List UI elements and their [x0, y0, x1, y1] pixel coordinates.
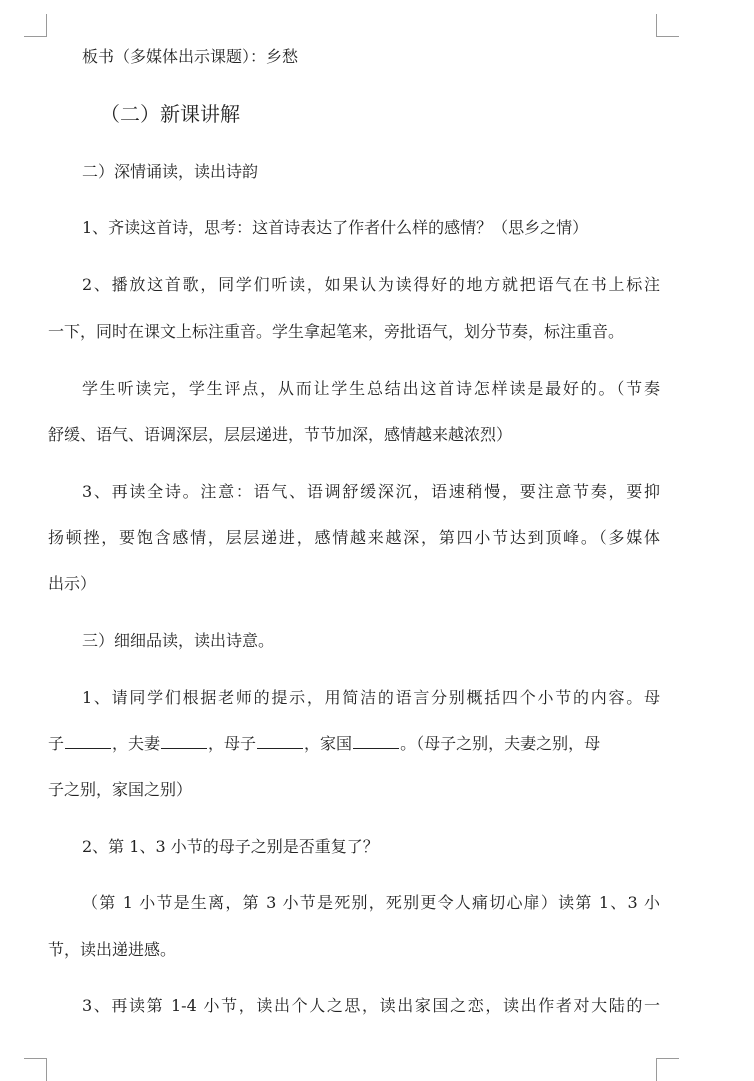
fill-word-1: 子 [48, 734, 65, 753]
fill-tail: 。（母子之别，夫妻之别，母 [400, 734, 601, 753]
paragraph-2-line-2: 一下，同时在课文上标注重音。学生拿起笔来，旁批语气，划分节奏，标注重音。 [48, 322, 625, 341]
paragraph-3-line-2: 舒缓、语气、语调深层，层层递进，节节加深，感情越来越浓烈） [48, 425, 513, 444]
paragraph-7-line-2: 节，读出递进感。 [48, 940, 177, 959]
subsection-title-3: 三）细细品读，读出诗意。 [82, 631, 275, 650]
fill-blank-2 [161, 734, 207, 749]
paragraph-4-line-1: 3、再读全诗。注意：语气、语调舒缓深沉，语速稍慢，要注意节奏，要抑 [82, 482, 660, 501]
paragraph-4-line-3: 出示） [48, 574, 97, 593]
paragraph-3-line-1: 学生听读完，学生评点，从而让学生总结出这首诗怎样读是最好的。（节奏 [82, 379, 660, 398]
paragraph-5-fill-line [48, 733, 660, 755]
fill-word-3: ，母子 [208, 734, 257, 753]
crop-mark-bottom-right [656, 1058, 679, 1081]
paragraph-5-line-3: 子之别，家国之别） [48, 780, 193, 799]
fill-word-4: ，家国 [304, 734, 353, 753]
paragraph-6: 2、第 1、3 小节的母子之别是否重复了？ [82, 837, 379, 856]
crop-mark-bottom-left [24, 1058, 47, 1081]
fill-blank-1 [65, 734, 111, 749]
paragraph-5-line-1: 1、请同学们根据老师的提示，用简洁的语言分别概括四个小节的内容。母 [82, 688, 660, 707]
paragraph-7-line-1: （第 1 小节是生离，第 3 小节是死别，死别更令人痛切心扉）读第 1、3 小 [82, 893, 660, 912]
subsection-title-2: 二）深情诵读，读出诗韵 [82, 162, 259, 181]
crop-mark-top-left [24, 14, 47, 37]
paragraph-1: 1、齐读这首诗，思考：这首诗表达了作者什么样的感情？（思乡之情） [82, 218, 589, 237]
crop-mark-top-right [656, 14, 679, 37]
paragraph-4-line-2: 扬顿挫，要饱含感情，层层递进，感情越来越深，第四小节达到顶峰。（多媒体 [48, 528, 660, 547]
paragraph-8-line-1: 3、再读第 1-4 小节，读出个人之思，读出家国之恋，读出作者对大陆的一 [82, 996, 660, 1015]
fill-blank-3 [257, 734, 303, 749]
fill-word-2: ，夫妻 [112, 734, 161, 753]
section-heading: （二）新课讲解 [100, 102, 240, 126]
fill-blank-4 [353, 734, 399, 749]
blackboard-line: 板书（多媒体出示课题）：乡愁 [82, 47, 299, 66]
paragraph-2-line-1: 2、播放这首歌，同学们听读，如果认为读得好的地方就把语气在书上标注 [82, 275, 660, 294]
